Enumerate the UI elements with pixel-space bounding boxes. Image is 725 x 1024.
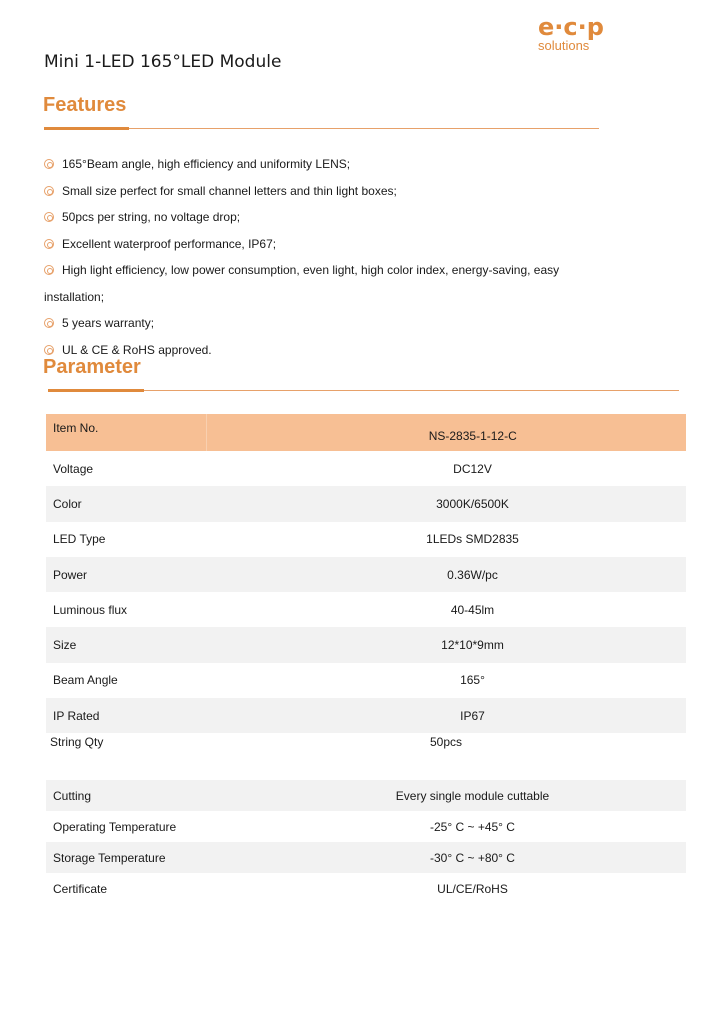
feature-item	[44, 178, 604, 205]
table-row	[46, 592, 686, 627]
table-row	[46, 486, 686, 521]
page-title: Mini 1-LED 165°LED Module	[44, 52, 282, 72]
table-cell-value: -30° C ~ +80° C	[206, 842, 686, 873]
table-cell-value: 165°	[460, 673, 485, 688]
table-cell-value: 1LEDs SMD2835	[426, 532, 519, 547]
ring-bullet-icon	[44, 212, 54, 222]
table-cell-value: 40-45lm	[450, 602, 495, 617]
table-cell-label: Cutting	[46, 780, 206, 811]
table-cell-value: 3000K/6500K	[206, 486, 686, 521]
parameter-table-extra	[46, 780, 686, 904]
table-cell-label: Size	[46, 627, 206, 662]
ring-bullet-icon	[44, 265, 54, 275]
feature-text: Excellent waterproof performance, IP67;	[62, 236, 277, 251]
feature-text: 50pcs per string, no voltage drop;	[62, 210, 241, 224]
table-row	[46, 698, 686, 733]
feature-text-continuation: installation;	[44, 289, 105, 304]
feature-text: Small size perfect for small channel letters and thin light boxes;	[62, 183, 397, 198]
table-cell-value: Every single module cuttable	[206, 780, 686, 811]
table-cell-value: 12*10*9mm	[206, 627, 686, 662]
table-cell-label: Voltage	[53, 461, 94, 476]
table-cell-label: Certificate	[53, 881, 108, 896]
table-row	[46, 627, 686, 662]
feature-item	[44, 257, 604, 310]
table-cell-label: Luminous flux	[53, 602, 128, 617]
table-cell-value: 0.36W/pc	[206, 557, 686, 592]
table-cell-value: IP67	[206, 698, 686, 733]
table-cell-label: Storage Temperature	[46, 842, 206, 873]
features-list	[44, 151, 604, 363]
table-cell-label: IP Rated	[46, 698, 206, 733]
feature-item	[44, 151, 604, 178]
features-heading: Features	[43, 94, 127, 116]
table-row-string-qty	[50, 735, 680, 749]
feature-text: UL & CE & RoHS approved.	[62, 342, 212, 357]
parameter-rule-accent	[48, 389, 144, 392]
table-cell-label: Power	[46, 557, 206, 592]
ring-bullet-icon	[44, 318, 54, 328]
table-cell-value: UL/CE/RoHS	[437, 881, 508, 896]
ring-bullet-icon	[44, 239, 54, 249]
parameter-table	[46, 414, 686, 733]
feature-text: 5 years warranty;	[62, 316, 155, 330]
table-cell-label: Operating Temperature	[53, 819, 177, 834]
table-row	[46, 873, 686, 904]
parameter-heading: Parameter	[43, 356, 141, 378]
table-row	[46, 811, 686, 842]
feature-item	[44, 204, 604, 231]
ring-bullet-icon	[44, 345, 54, 355]
table-cell-label: LED Type	[53, 532, 106, 547]
ring-bullet-icon	[44, 159, 54, 169]
feature-text: 165°Beam angle, high efficiency and uniformity LENS;	[62, 157, 351, 171]
table-cell-label: Beam Angle	[53, 673, 118, 688]
table-cell-value: NS-2835-1-12-C	[206, 414, 686, 451]
features-rule-accent	[44, 127, 129, 130]
table-row	[46, 780, 686, 811]
table-row	[46, 522, 686, 557]
table-cell-label: String Qty	[50, 735, 104, 749]
ecp-logo	[538, 13, 618, 53]
logo-mark: e·c·p	[538, 13, 604, 41]
table-cell-value: DC12V	[453, 461, 492, 476]
table-cell-label: Item No.	[46, 414, 206, 451]
table-cell-label: Color	[46, 486, 206, 521]
table-row	[46, 663, 686, 698]
logo-subtitle: solutions	[538, 38, 590, 53]
table-row	[46, 557, 686, 592]
feature-item	[44, 231, 604, 258]
table-row	[46, 842, 686, 873]
table-cell-value: -25° C ~ +45° C	[430, 819, 515, 834]
table-row	[46, 451, 686, 486]
feature-item	[44, 310, 604, 337]
feature-text: High light efficiency, low power consumption, even light, high color index, energy-saving, easy	[62, 263, 560, 277]
table-cell-value: 50pcs	[430, 735, 463, 749]
table-header-row	[46, 414, 686, 451]
ring-bullet-icon	[44, 186, 54, 196]
